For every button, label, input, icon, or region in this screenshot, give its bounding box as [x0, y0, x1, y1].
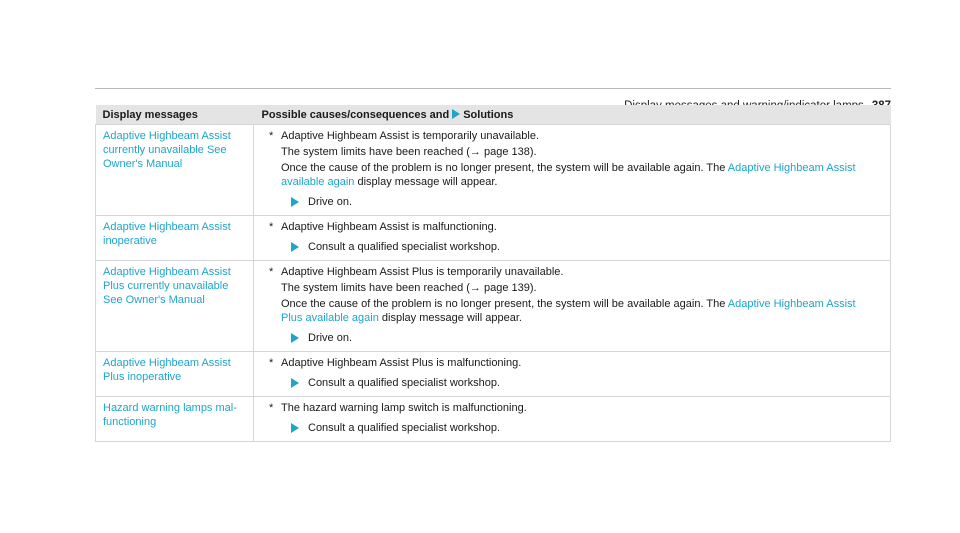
solution-step — [269, 376, 872, 390]
message-line: Plus currently unavailable — [103, 280, 229, 292]
cause-item — [269, 220, 872, 234]
display-messages-table — [95, 105, 891, 442]
step-arrow-icon — [291, 333, 299, 343]
cause-solution — [254, 397, 891, 442]
cause-item — [269, 129, 872, 143]
display-message — [96, 352, 254, 397]
col2-label-pre: Possible causes/consequences and — [261, 109, 450, 121]
display-message — [96, 397, 254, 442]
top-rule — [95, 88, 891, 89]
col-causes-solutions — [254, 105, 891, 125]
display-message — [96, 216, 254, 261]
solution-arrow-icon — [452, 109, 460, 119]
detail-text: display message will appear. — [357, 176, 498, 188]
display-message — [96, 125, 254, 216]
message-reference: Adaptive Highbeam Assist Plus available again — [281, 298, 856, 324]
display-message — [96, 261, 254, 352]
cause-text: Adaptive Highbeam Assist is temporarily unavailable. — [281, 130, 540, 142]
table-header-row — [96, 105, 891, 125]
step-arrow-icon — [291, 242, 299, 252]
cause-detail — [269, 161, 872, 189]
cause-detail — [269, 297, 872, 325]
step-text: Drive on. — [308, 196, 353, 208]
cause-solution — [254, 352, 891, 397]
message-line: Plus inoperative — [103, 371, 182, 383]
step-text: Consult a qualified specialist workshop. — [308, 377, 500, 389]
cause-item — [269, 265, 872, 279]
message-line: functioning — [103, 416, 157, 428]
table-row — [96, 125, 891, 216]
cause-solution — [254, 261, 891, 352]
detail-text: Once the cause of the problem is no longer present, the system will be available again. The — [281, 162, 726, 174]
message-line: See Owner's Manual — [103, 294, 205, 306]
cause-text: Adaptive Highbeam Assist Plus is temporarily unavailable. — [281, 266, 564, 278]
step-arrow-icon — [291, 378, 299, 388]
table-row — [96, 261, 891, 352]
col2-label-post: Solutions — [463, 109, 514, 121]
cause-detail: The system limits have been reached (→ page 139). — [281, 282, 537, 294]
star-marker: * — [269, 402, 274, 414]
table-row — [96, 352, 891, 397]
message-line: Owner's Manual — [103, 158, 183, 170]
detail-text: display message will appear. — [381, 312, 522, 324]
cause-detail: The system limits have been reached (→ page 138). — [281, 146, 537, 158]
star-marker: * — [269, 357, 274, 369]
col-display-messages: Display messages — [96, 105, 254, 125]
message-line: currently unavailable See — [103, 144, 227, 156]
step-arrow-icon — [291, 423, 299, 433]
message-line: Adaptive Highbeam Assist — [103, 357, 231, 369]
star-marker: * — [269, 221, 274, 233]
star-marker: * — [269, 130, 274, 142]
message-reference: Adaptive Highbeam Assist available again — [281, 162, 856, 188]
message-line: Adaptive Highbeam Assist — [103, 266, 231, 278]
step-text: Drive on. — [308, 332, 353, 344]
cause-text: The hazard warning lamp switch is malfunctioning. — [281, 402, 527, 414]
cause-item — [269, 401, 872, 415]
solution-step — [269, 195, 872, 209]
step-text: Consult a qualified specialist workshop. — [308, 241, 500, 253]
detail-text: Once the cause of the problem is no longer present, the system will be available again. The — [281, 298, 726, 310]
message-line: Adaptive Highbeam Assist — [103, 221, 231, 233]
cause-item — [269, 356, 872, 370]
cause-text: Adaptive Highbeam Assist is malfunctioning. — [281, 221, 497, 233]
star-marker: * — [269, 266, 274, 278]
step-arrow-icon — [291, 197, 299, 207]
cause-text: Adaptive Highbeam Assist Plus is malfunctioning. — [281, 357, 522, 369]
solution-step — [269, 331, 872, 345]
solution-step — [269, 240, 872, 254]
message-line: Hazard warning lamps mal- — [103, 402, 237, 414]
message-line: inoperative — [103, 235, 157, 247]
step-text: Consult a qualified specialist workshop. — [308, 422, 500, 434]
message-line: Adaptive Highbeam Assist — [103, 130, 231, 142]
solution-step — [269, 421, 872, 435]
table-row — [96, 216, 891, 261]
table-row — [96, 397, 891, 442]
cause-solution — [254, 216, 891, 261]
cause-solution — [254, 125, 891, 216]
